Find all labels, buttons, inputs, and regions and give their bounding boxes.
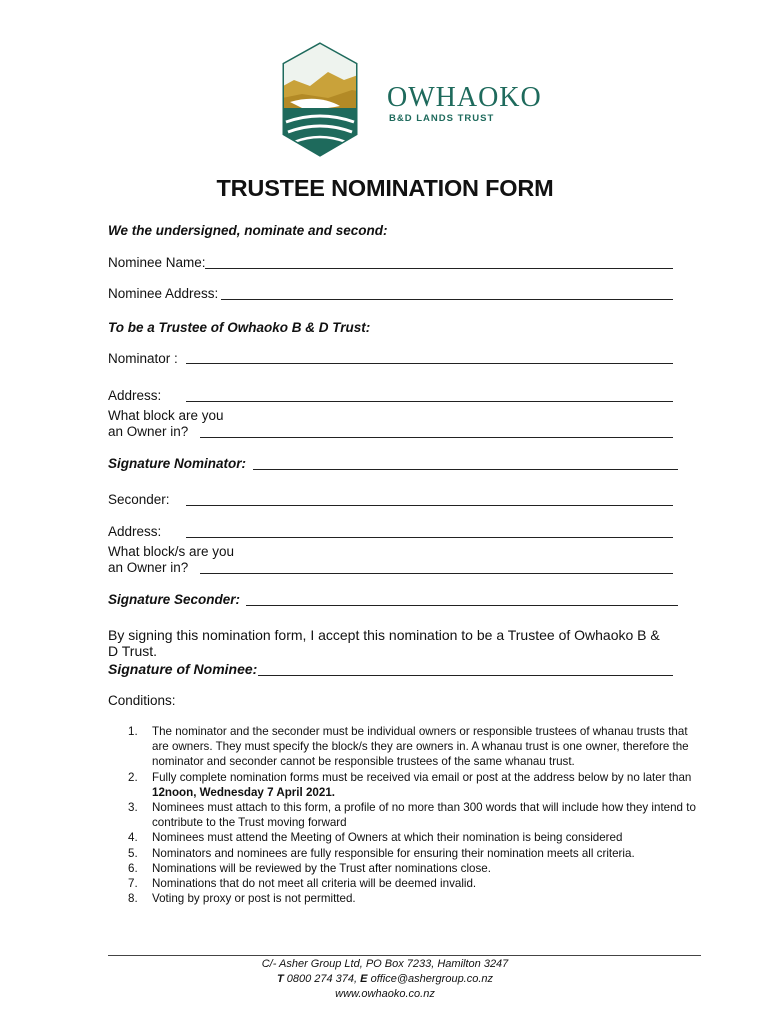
signature-nominee-label: Signature of Nominee: bbox=[108, 661, 258, 677]
list-item bbox=[128, 770, 698, 800]
list-item bbox=[128, 846, 698, 861]
logo-name: OWHAOKO bbox=[387, 82, 542, 113]
seconder-block-label-2: an Owner in? bbox=[108, 560, 189, 575]
footer-contact bbox=[0, 972, 770, 987]
condition-text: The nominator and the seconder must be individual owners or responsible trustees of whanau trusts that are owners. They must specify the block/s they are owners in. A whanau trust is one owner, therefore the nominator and seconder cannot be responsible trustees of the same whanau trust. bbox=[152, 725, 689, 769]
nominator-block-field[interactable] bbox=[200, 437, 673, 438]
footer-address: C/- Asher Group Ltd, PO Box 7233, Hamilton 3247 bbox=[261, 958, 509, 970]
condition-text: Nominations will be reviewed by the Trust after nominations close. bbox=[152, 861, 491, 875]
nominator-block-label-2: an Owner in? bbox=[108, 424, 189, 439]
seconder-block-label-1: What block/s are you bbox=[108, 544, 235, 559]
seconder-address-field[interactable] bbox=[186, 537, 673, 538]
nominator-address-label: Address: bbox=[108, 388, 162, 403]
condition-text: Nominations that do not meet all criteria will be deemed invalid. bbox=[152, 877, 477, 891]
phone-label: T bbox=[276, 973, 284, 985]
condition-number: 6. bbox=[128, 861, 138, 875]
nominator-address-field[interactable] bbox=[186, 401, 673, 402]
conditions-list bbox=[108, 724, 698, 906]
nominator-field[interactable] bbox=[186, 363, 673, 364]
footer-email[interactable]: office@ashergroup.co.nz bbox=[370, 973, 494, 985]
signature-nominator-field[interactable] bbox=[253, 469, 678, 470]
condition-text: Nominees must attend the Meeting of Owners at which their nomination is being considered bbox=[152, 831, 623, 845]
nominee-address-label: Nominee Address: bbox=[108, 286, 219, 301]
condition-text: Nominators and nominees are fully responsible for ensuring their nomination meets all criteria. bbox=[152, 846, 635, 860]
nominator-label: Nominator : bbox=[108, 351, 178, 366]
list-item bbox=[128, 861, 698, 876]
footer-website[interactable]: www.owhaoko.co.nz bbox=[335, 988, 435, 1000]
intro-text: We the undersigned, nominate and second: bbox=[108, 223, 388, 238]
condition-number: 5. bbox=[128, 846, 138, 860]
nominee-address-field[interactable] bbox=[221, 299, 673, 300]
signature-seconder-field[interactable] bbox=[246, 605, 678, 606]
list-item bbox=[128, 891, 698, 906]
condition-number: 1. bbox=[128, 725, 138, 738]
email-label: E bbox=[360, 973, 368, 985]
condition-text: Fully complete nomination forms must be received via email or post at the address below by no later than bbox=[152, 770, 692, 784]
signature-seconder-label: Signature Seconder: bbox=[108, 592, 241, 607]
form-title: TRUSTEE NOMINATION FORM bbox=[216, 175, 554, 201]
seconder-block-field[interactable] bbox=[200, 573, 673, 574]
condition-text: Nominees must attach to this form, a profile of no more than 300 words that will include how they intend to contribute to the Trust moving forward bbox=[152, 801, 696, 830]
condition-number: 3. bbox=[128, 801, 138, 815]
condition-text: Voting by proxy or post is not permitted. bbox=[152, 892, 356, 906]
list-item bbox=[128, 876, 698, 891]
signature-nominator-label: Signature Nominator: bbox=[108, 456, 247, 471]
seconder-label: Seconder: bbox=[108, 492, 170, 507]
nominee-name-field[interactable] bbox=[205, 268, 673, 269]
seconder-address-label: Address: bbox=[108, 524, 162, 539]
list-item bbox=[128, 724, 698, 770]
acceptance-statement: By signing this nomination form, I accept this nomination to be a Trustee of Owhaoko B & D Trust. bbox=[108, 627, 660, 659]
nominee-name-label: Nominee Name: bbox=[108, 255, 206, 270]
seconder-field[interactable] bbox=[186, 505, 673, 506]
condition-number: 8. bbox=[128, 892, 138, 906]
logo-subtitle: B&D LANDS TRUST bbox=[389, 113, 495, 124]
condition-number: 2. bbox=[128, 770, 138, 784]
footer-phone: 0800 274 374, bbox=[286, 973, 358, 985]
signature-nominee-field[interactable] bbox=[258, 675, 673, 676]
list-item bbox=[128, 800, 698, 830]
conditions-heading: Conditions: bbox=[108, 693, 176, 708]
list-item bbox=[128, 830, 698, 845]
trustee-heading: To be a Trustee of Owhaoko B & D Trust: bbox=[108, 320, 371, 335]
condition-number: 7. bbox=[128, 877, 138, 891]
nominator-block-label-1: What block are you bbox=[108, 408, 224, 423]
condition-number: 4. bbox=[128, 831, 138, 845]
condition-deadline: 12noon, Wednesday 7 April 2021. bbox=[152, 785, 335, 799]
footer-divider bbox=[108, 955, 701, 956]
